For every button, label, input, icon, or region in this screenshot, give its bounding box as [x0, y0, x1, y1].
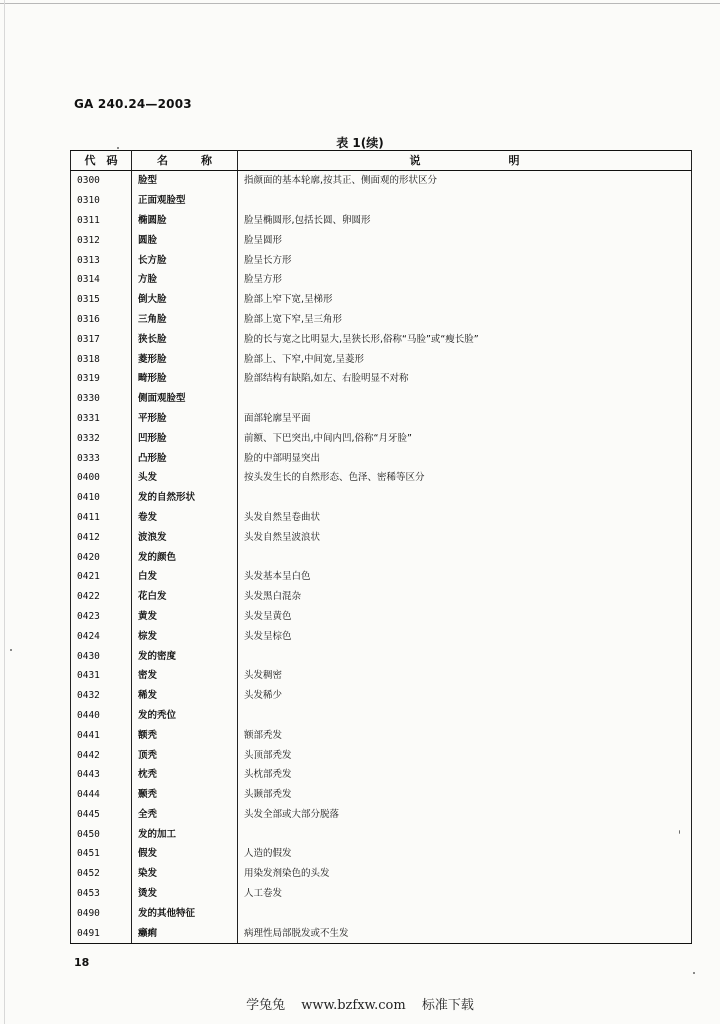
row-description: 头发呈棕色 [238, 626, 692, 646]
scan-speck [679, 830, 680, 834]
standard-number: GA 240.24—2003 [74, 97, 192, 111]
row-code: 0319 [71, 369, 132, 389]
row-description [238, 706, 692, 726]
row-name: 凹形脸 [132, 428, 238, 448]
row-description: 人工卷发 [238, 884, 692, 904]
row-description: 头顶部秃发 [238, 745, 692, 765]
row-name: 平形脸 [132, 409, 238, 429]
table-row [71, 805, 692, 825]
row-name: 发的加工 [132, 824, 238, 844]
table-row [71, 230, 692, 250]
header-code: 代 码 [71, 151, 132, 171]
table-row [71, 587, 692, 607]
row-name: 侧面观脸型 [132, 389, 238, 409]
table-row [71, 884, 692, 904]
row-description: 指颜面的基本轮廓,按其正、侧面观的形状区分 [238, 171, 692, 191]
row-name: 密发 [132, 666, 238, 686]
table-body [71, 171, 692, 944]
row-code: 0453 [71, 884, 132, 904]
row-name: 正面观脸型 [132, 191, 238, 211]
table-row [71, 428, 692, 448]
row-code: 0332 [71, 428, 132, 448]
table-caption: 表 1(续) [336, 136, 384, 150]
row-name: 长方脸 [132, 250, 238, 270]
row-description: 用染发剂染色的头发 [238, 864, 692, 884]
row-name: 癞痢 [132, 923, 238, 943]
table-row [71, 567, 692, 587]
footer-tagline: 标准下载 [421, 998, 474, 1013]
row-description: 脸部结构有缺陷,如左、右脸明显不对称 [238, 369, 692, 389]
row-description: 头发黑白混杂 [238, 587, 692, 607]
row-description: 头发自然呈波浪状 [238, 527, 692, 547]
row-code: 0442 [71, 745, 132, 765]
row-code: 0452 [71, 864, 132, 884]
table-row [71, 706, 692, 726]
row-name: 菱形脸 [132, 349, 238, 369]
row-code: 0411 [71, 508, 132, 528]
row-description: 头发自然呈卷曲状 [238, 508, 692, 528]
row-description: 面部轮廓呈平面 [238, 409, 692, 429]
table-row [71, 745, 692, 765]
row-name: 狭长脸 [132, 329, 238, 349]
table-row [71, 864, 692, 884]
watermark-footer [0, 994, 720, 1013]
row-description: 病理性局部脱发或不生发 [238, 923, 692, 943]
row-code: 0424 [71, 626, 132, 646]
row-code: 0315 [71, 290, 132, 310]
row-name: 凸形脸 [132, 448, 238, 468]
row-name: 颞秃 [132, 785, 238, 805]
row-code: 0311 [71, 211, 132, 231]
table-row [71, 448, 692, 468]
row-description: 脸呈方形 [238, 270, 692, 290]
table-row [71, 646, 692, 666]
row-description: 前额、下巴突出,中间内凹,俗称“月牙脸” [238, 428, 692, 448]
row-code: 0412 [71, 527, 132, 547]
row-name: 畸形脸 [132, 369, 238, 389]
row-code: 0423 [71, 607, 132, 627]
table-row [71, 923, 692, 943]
header-description: 说 明 [238, 151, 692, 171]
row-code: 0410 [71, 488, 132, 508]
row-name: 发的秃位 [132, 706, 238, 726]
row-name: 卷发 [132, 508, 238, 528]
row-description: 人造的假发 [238, 844, 692, 864]
row-name: 波浪发 [132, 527, 238, 547]
row-name: 倒大脸 [132, 290, 238, 310]
table-row [71, 211, 692, 231]
row-code: 0444 [71, 785, 132, 805]
table-header-row [71, 151, 692, 171]
row-name: 染发 [132, 864, 238, 884]
row-name: 圆脸 [132, 230, 238, 250]
row-code: 0491 [71, 923, 132, 943]
row-description [238, 824, 692, 844]
table-row [71, 686, 692, 706]
row-code: 0450 [71, 824, 132, 844]
row-code: 0310 [71, 191, 132, 211]
table-row [71, 626, 692, 646]
row-code: 0331 [71, 409, 132, 429]
row-code: 0431 [71, 666, 132, 686]
row-name: 稀发 [132, 686, 238, 706]
row-description: 头枕部秃发 [238, 765, 692, 785]
scan-left-edge [4, 0, 5, 1024]
row-code: 0314 [71, 270, 132, 290]
table-row [71, 389, 692, 409]
row-description: 脸呈椭圆形,包括长圆、卵圆形 [238, 211, 692, 231]
table-row [71, 903, 692, 923]
row-name: 假发 [132, 844, 238, 864]
table-row [71, 250, 692, 270]
row-name: 脸型 [132, 171, 238, 191]
table-row [71, 310, 692, 330]
row-description: 头发呈黄色 [238, 607, 692, 627]
row-name: 额秃 [132, 725, 238, 745]
table-row [71, 290, 692, 310]
row-code: 0420 [71, 547, 132, 567]
table-row [71, 191, 692, 211]
row-description [238, 488, 692, 508]
header-name: 名 称 [132, 151, 238, 171]
scan-speck [693, 972, 695, 974]
table-row [71, 824, 692, 844]
row-code: 0300 [71, 171, 132, 191]
row-code: 0422 [71, 587, 132, 607]
scan-top-edge [0, 3, 720, 4]
table-row [71, 171, 692, 191]
row-code: 0330 [71, 389, 132, 409]
scan-speck [117, 147, 119, 149]
page-number: 18 [74, 956, 90, 969]
row-code: 0316 [71, 310, 132, 330]
row-code: 0312 [71, 230, 132, 250]
row-name: 白发 [132, 567, 238, 587]
row-code: 0451 [71, 844, 132, 864]
table-row [71, 369, 692, 389]
row-description [238, 903, 692, 923]
row-code: 0318 [71, 349, 132, 369]
row-description [238, 547, 692, 567]
table-row [71, 547, 692, 567]
code-table [70, 150, 692, 944]
table-row [71, 527, 692, 547]
row-name: 方脸 [132, 270, 238, 290]
table-row [71, 468, 692, 488]
row-description [238, 646, 692, 666]
table-row [71, 844, 692, 864]
row-description [238, 191, 692, 211]
row-name: 棕发 [132, 626, 238, 646]
row-code: 0490 [71, 903, 132, 923]
table-row [71, 785, 692, 805]
row-code: 0445 [71, 805, 132, 825]
row-description: 脸部上窄下宽,呈梯形 [238, 290, 692, 310]
row-name: 烫发 [132, 884, 238, 904]
row-description: 头发全部或大部分脱落 [238, 805, 692, 825]
row-code: 0333 [71, 448, 132, 468]
row-description: 头发稀少 [238, 686, 692, 706]
row-code: 0400 [71, 468, 132, 488]
row-description: 脸的中部明显突出 [238, 448, 692, 468]
row-description: 脸呈长方形 [238, 250, 692, 270]
row-code: 0443 [71, 765, 132, 785]
table-row [71, 488, 692, 508]
table-row [71, 409, 692, 429]
row-name: 枕秃 [132, 765, 238, 785]
table-row [71, 607, 692, 627]
row-name: 全秃 [132, 805, 238, 825]
footer-url: www.bzfxw.com [301, 998, 406, 1013]
row-name: 发的颜色 [132, 547, 238, 567]
row-code: 0421 [71, 567, 132, 587]
row-description: 头发稠密 [238, 666, 692, 686]
row-name: 黄发 [132, 607, 238, 627]
row-description: 脸部上宽下窄,呈三角形 [238, 310, 692, 330]
table-row [71, 329, 692, 349]
table-row [71, 508, 692, 528]
row-code: 0430 [71, 646, 132, 666]
row-name: 顶秃 [132, 745, 238, 765]
row-name: 椭圆脸 [132, 211, 238, 231]
row-code: 0317 [71, 329, 132, 349]
table-row [71, 725, 692, 745]
row-name: 发的自然形状 [132, 488, 238, 508]
footer-site-name: 学兔兔 [246, 998, 286, 1013]
table-row [71, 270, 692, 290]
scan-speck [10, 649, 12, 651]
table-row [71, 765, 692, 785]
row-description: 脸的长与宽之比明显大,呈狭长形,俗称“马脸”或“瘦长脸” [238, 329, 692, 349]
row-description: 脸呈圆形 [238, 230, 692, 250]
table-row [71, 666, 692, 686]
row-code: 0441 [71, 725, 132, 745]
row-code: 0432 [71, 686, 132, 706]
row-name: 发的其他特征 [132, 903, 238, 923]
row-description: 头发基本呈白色 [238, 567, 692, 587]
row-name: 花白发 [132, 587, 238, 607]
row-name: 三角脸 [132, 310, 238, 330]
row-name: 头发 [132, 468, 238, 488]
row-code: 0440 [71, 706, 132, 726]
row-description: 按头发生长的自然形态、色泽、密稀等区分 [238, 468, 692, 488]
row-description: 头颞部秃发 [238, 785, 692, 805]
row-description [238, 389, 692, 409]
row-code: 0313 [71, 250, 132, 270]
row-description: 脸部上、下窄,中间宽,呈菱形 [238, 349, 692, 369]
table-row [71, 349, 692, 369]
row-description: 额部秃发 [238, 725, 692, 745]
row-name: 发的密度 [132, 646, 238, 666]
